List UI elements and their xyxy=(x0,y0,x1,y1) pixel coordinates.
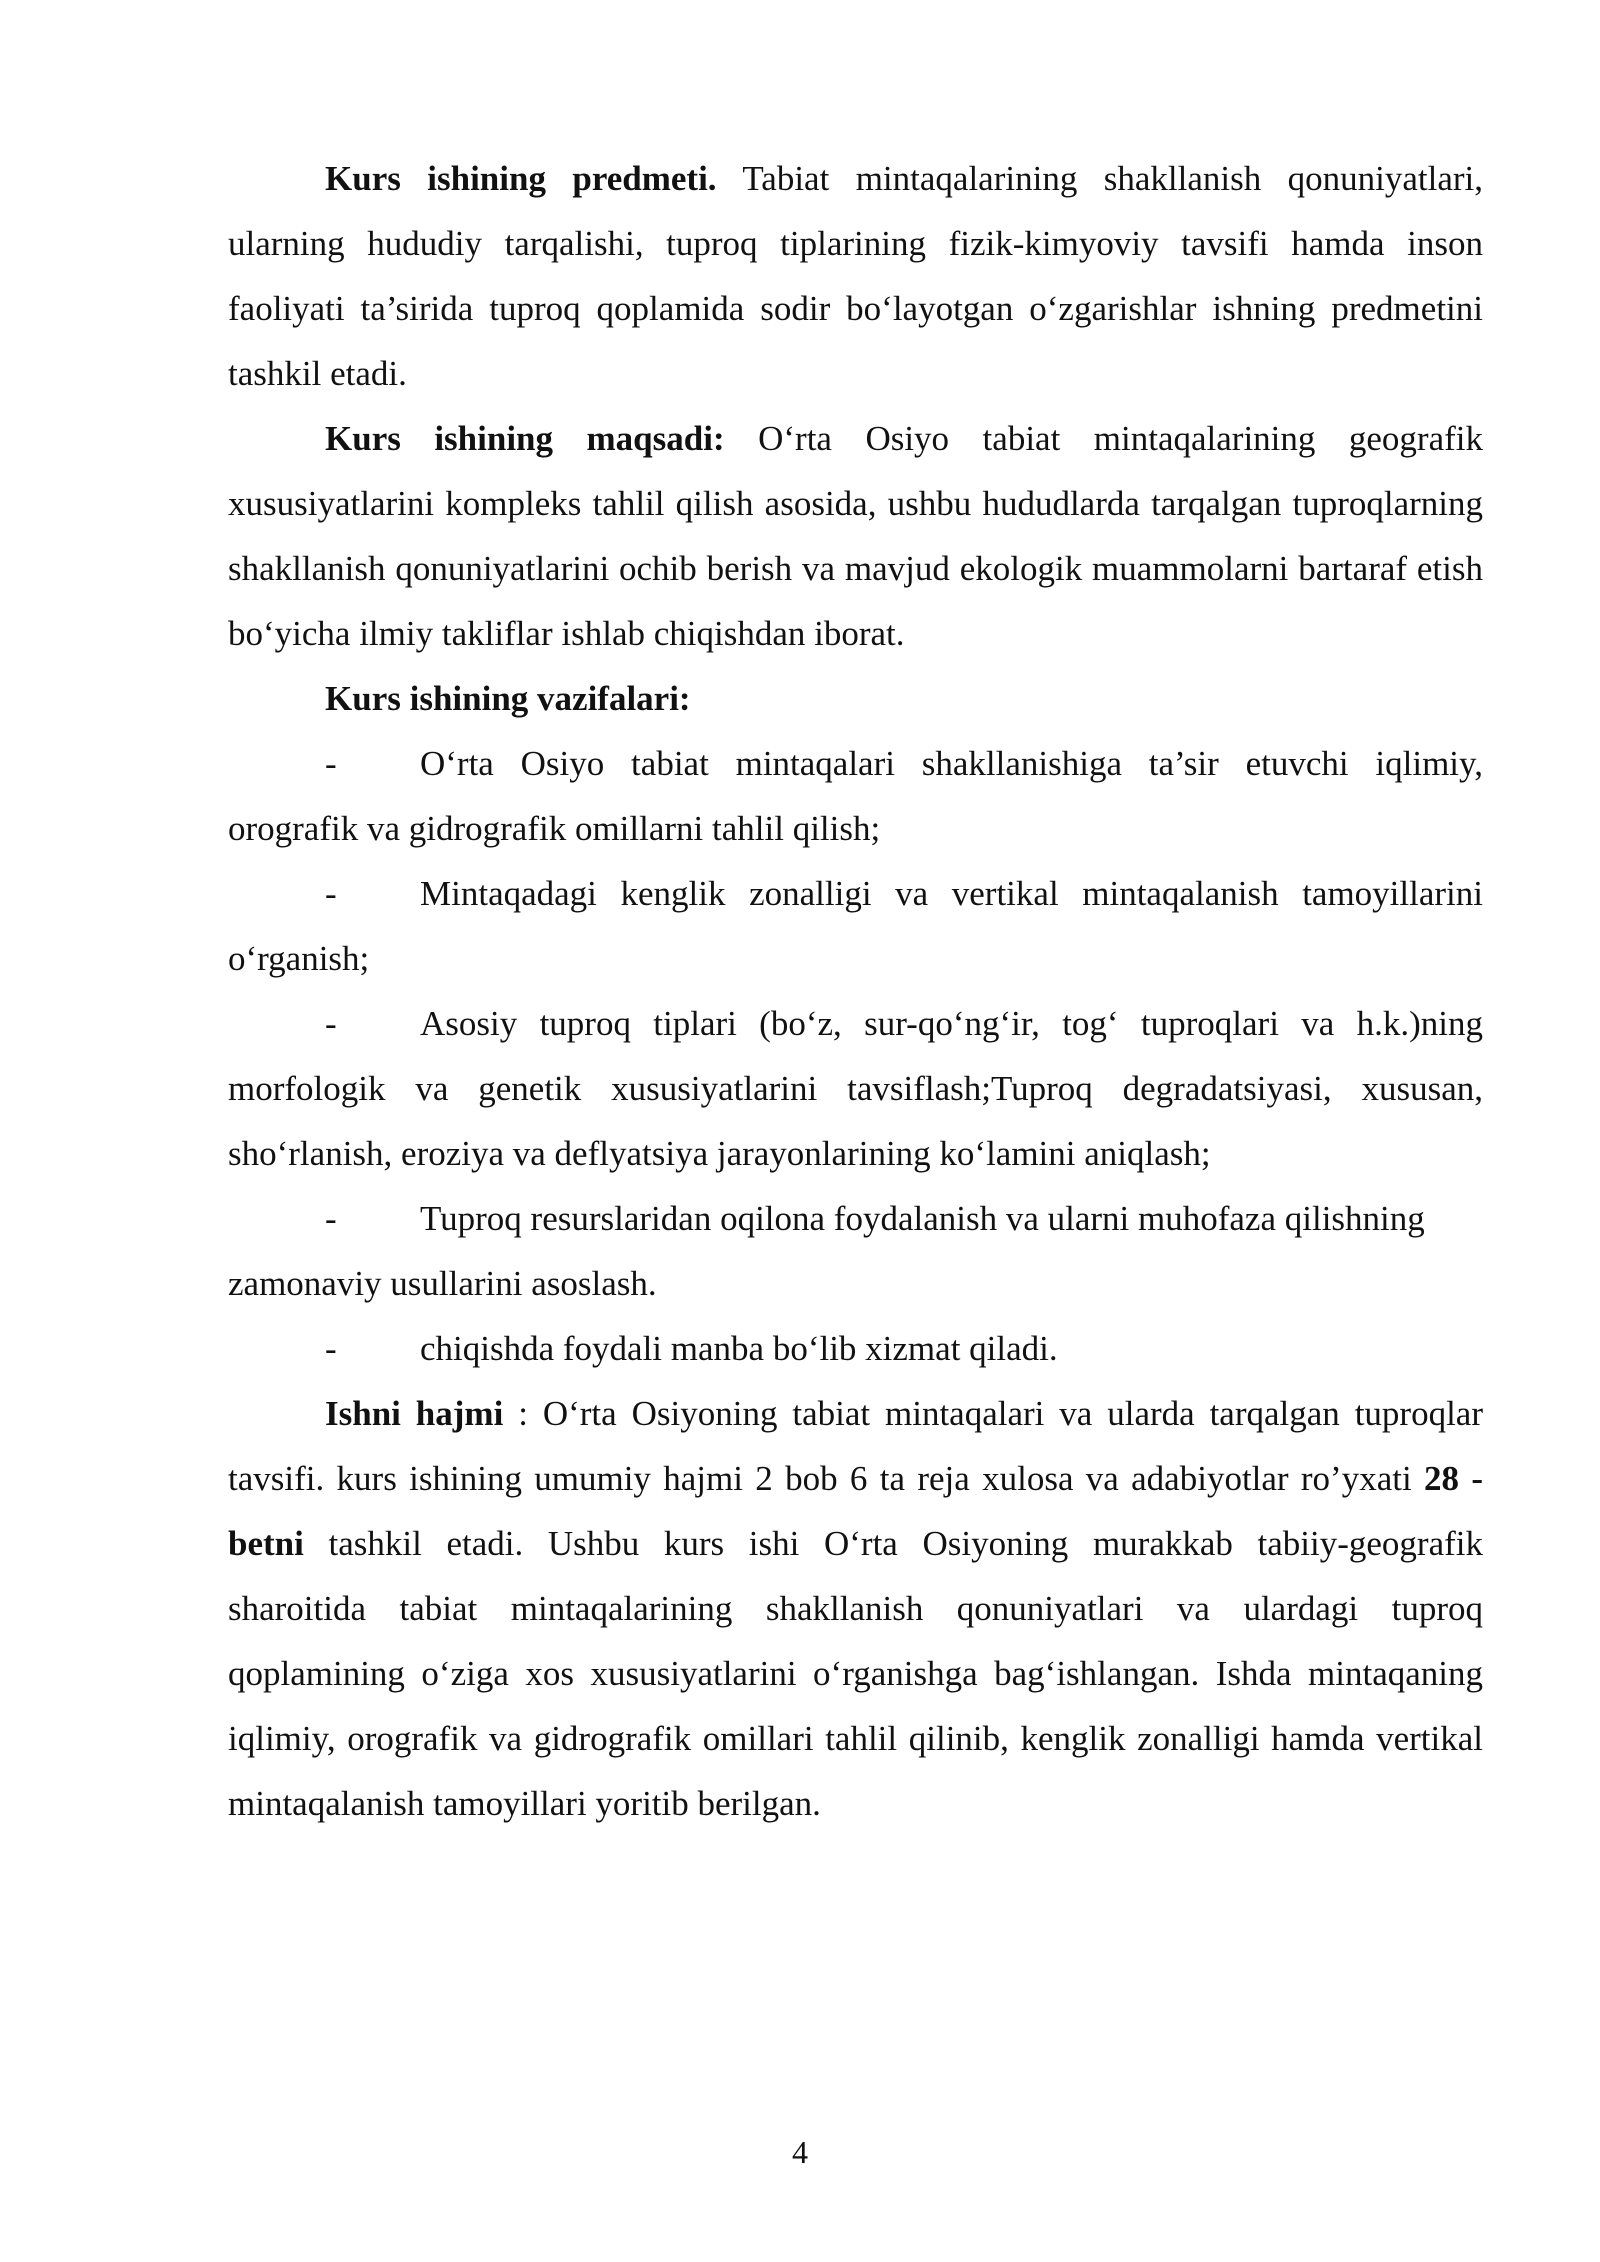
maqsad-heading: Kurs ishining maqsadi: xyxy=(325,419,725,458)
paragraph-maqsad xyxy=(228,406,1483,666)
tasks-heading: Kurs ishining vazifalari: xyxy=(325,679,691,718)
task-text: chiqishda foydali manba bo‘lib xizmat qiladi. xyxy=(420,1329,1058,1368)
predmet-text: Tabiat mintaqalarining shakllanish qonuniyatlari, ularning hududiy tarqalishi, tuproq tiplarining fizik-kimyoviy tavsifi hamda inson faoliyati ta’sirida tuproq qoplamida sodir bo‘layotgan o‘zgarishlar ishning predmetini tashkil etadi. xyxy=(228,159,1483,393)
tasks-heading-line xyxy=(228,666,1483,731)
page-number: 4 xyxy=(792,2134,808,2170)
task-text: Asosiy tuproq tiplari (bo‘z, sur-qo‘ng‘ir, tog‘ tuproqlari va h.k.)ning morfologik va genetik xususiyatlarini tavsiflash;Tuproq degradatsiyasi, xususan, sho‘rlanish, eroziya va deflyatsiya jarayonlarining ko‘lamini aniqlash; xyxy=(228,1004,1483,1173)
task-item-2: - Mintaqadagi kenglik zonalligi va vertikal mintaqalanish tamoyillarini o‘rganish; xyxy=(228,874,1483,978)
task-text: O‘rta Osiyo tabiat mintaqalari shakllanishiga ta’sir etuvchi iqlimiy, orografik va gidrografik omillarni tahlil qilish; xyxy=(228,744,1483,848)
document-page xyxy=(228,146,1483,1836)
task-text: Tuproq resurslaridan oqilona foydalanish va ularni muhofaza qilishning zamonaviy usullarini asoslash. xyxy=(228,1199,1425,1303)
task-item-5: - chiqishda foydali manba bo‘lib xizmat qiladi. xyxy=(325,1329,1058,1368)
task-item-3: - Asosiy tuproq tiplari (bo‘z, sur-qo‘ng‘ir, tog‘ tuproqlari va h.k.)ning morfologik va genetik xususiyatlarini tavsiflash;Tuproq degradatsiyasi, xususan, sho‘rlanish, eroziya va deflyatsiya jarayonlarining ko‘lamini aniqlash; xyxy=(228,1004,1483,1173)
paragraph-hajm xyxy=(228,1381,1483,1836)
hajm-pages: 28 -betni xyxy=(228,1459,1484,1563)
task-item-1: - O‘rta Osiyo tabiat mintaqalari shakllanishiga ta’sir etuvchi iqlimiy, orografik va gidrografik omillarni tahlil qilish; xyxy=(228,744,1483,848)
hajm-heading: Ishni hajmi xyxy=(325,1394,504,1433)
hajm-text-b: tashkil etadi. Ushbu kurs ishi O‘rta Osiyoning murakkab tabiiy-geografik sharoitida tabiat mintaqalarining shakllanish qonuniyatlari va ulardagi tuproq qoplamining o‘ziga xos xususiyatlarini o‘rganishga bag‘ishlangan. Ishda mintaqaning iqlimiy, orografik va gidrografik omillari tahlil qilinib, kenglik zonalligi hamda vertikal mintaqalanish tamoyillari yoritib berilgan. xyxy=(228,1524,1483,1823)
paragraph-predmet xyxy=(228,146,1483,406)
task-item-4: - Tuproq resurslaridan oqilona foydalanish va ularni muhofaza qilishning zamonaviy usullarini asoslash. xyxy=(228,1199,1425,1303)
task-text: Mintaqadagi kenglik zonalligi va vertikal mintaqalanish tamoyillarini o‘rganish; xyxy=(228,874,1483,978)
maqsad-text: O‘rta Osiyo tabiat mintaqalarining geografik xususiyatlarini kompleks tahlil qilish asosida, ushbu hududlarda tarqalgan tuproqlarning shakllanish qonuniyatlarini ochib berish va mavjud ekologik muammolarni bartaraf etish bo‘yicha ilmiy takliflar ishlab chiqishdan iborat. xyxy=(228,419,1483,653)
predmet-heading: Kurs ishining predmeti. xyxy=(325,159,717,198)
hajm-text-a: : O‘rta Osiyoning tabiat mintaqalari va ularda tarqalgan tuproqlar tavsifi. kurs ishining umumiy hajmi 2 bob 6 ta reja xulosa va adabiyotlar ro’yxati xyxy=(228,1394,1483,1498)
